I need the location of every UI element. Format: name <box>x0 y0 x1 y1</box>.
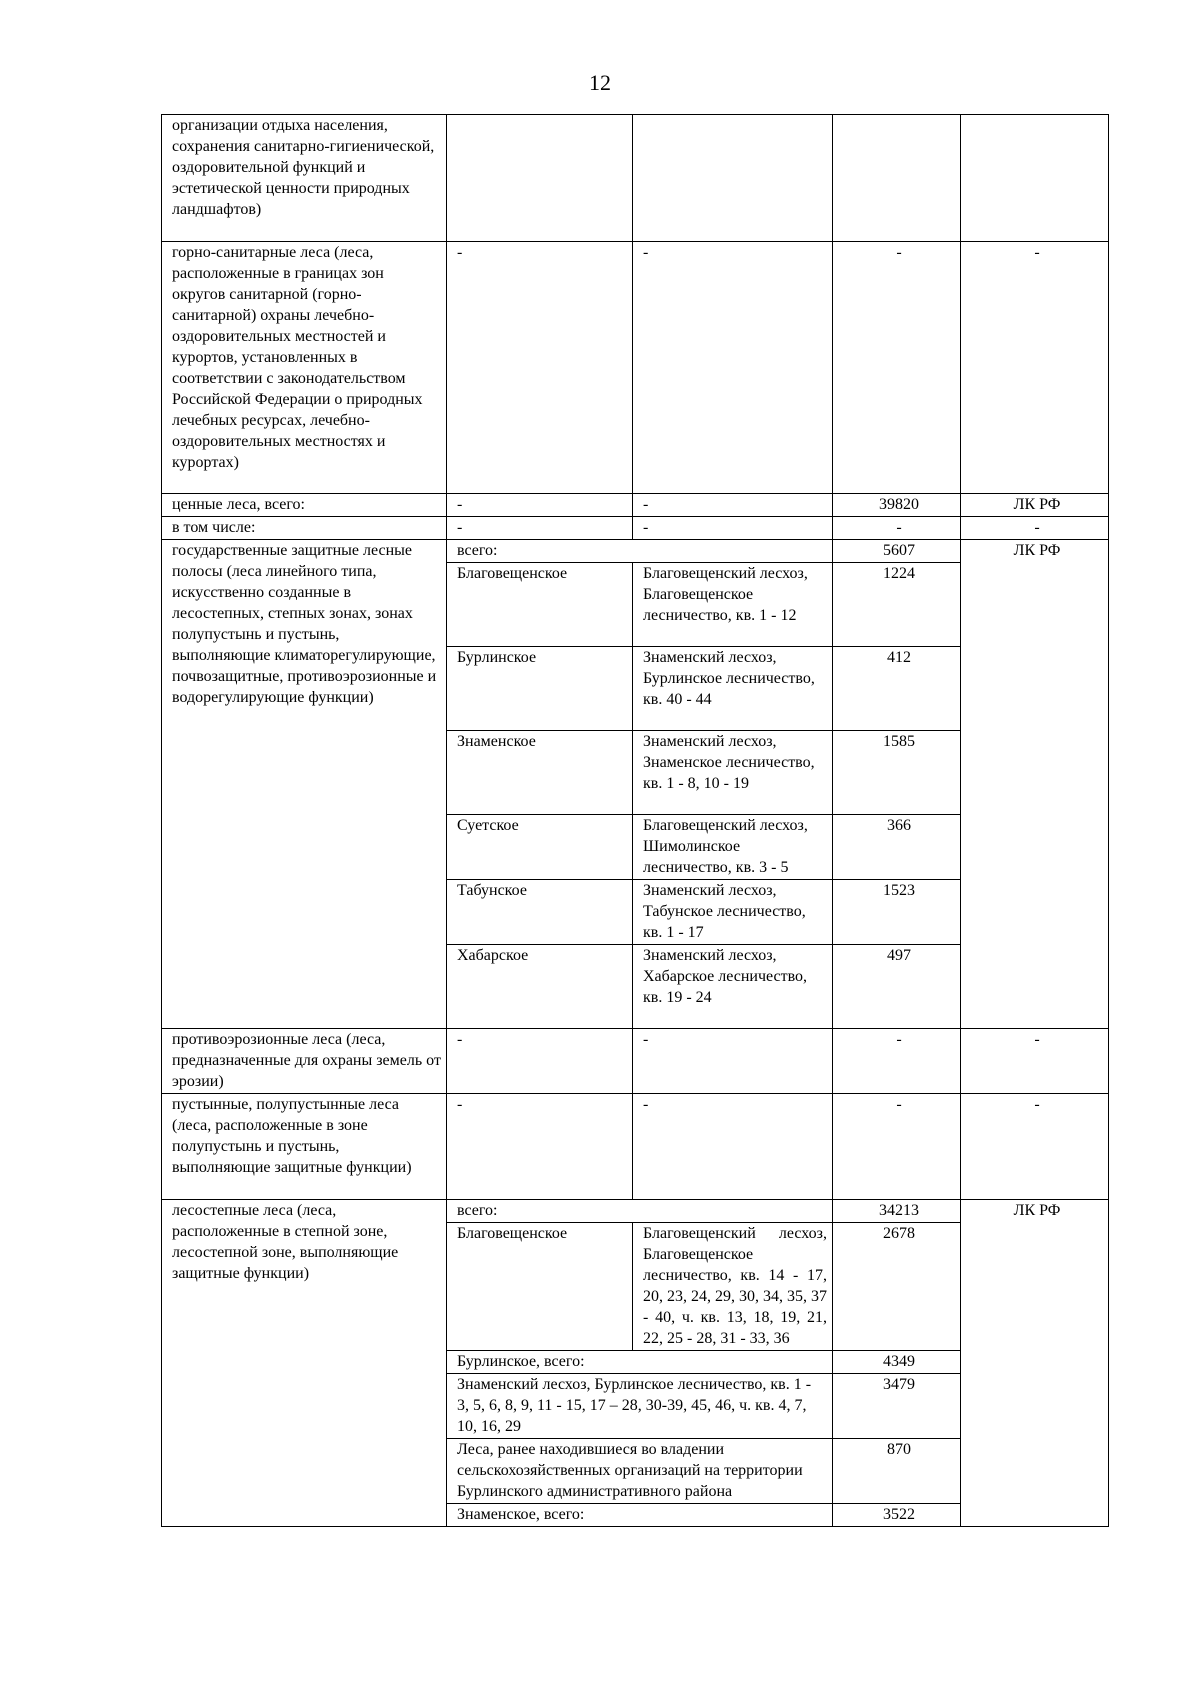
location-cell: Знаменский лесхоз, Хабарское лесничество, кв. 19 - 24 <box>633 945 833 1029</box>
area-cell: - <box>833 1029 961 1094</box>
area-cell: 3522 <box>833 1504 961 1527</box>
category-cell: горно-санитарные леса (леса, расположенные в границах зон округов санитарной (горно-санитарной) охраны лечебно-оздоровительных местностей и курортов, установленных в соответствии с законодательством Российской Федерации о природных лечебных ресурсах, лечебно-оздоровительных местностях и курортах) <box>162 242 447 494</box>
empty-cell <box>633 115 833 242</box>
forest-table <box>161 114 1109 1527</box>
district-cell: - <box>447 1029 633 1094</box>
basis-cell: ЛК РФ <box>961 1200 1109 1527</box>
page-number: 12 <box>589 70 611 95</box>
location-cell: - <box>633 494 833 517</box>
table-row <box>162 115 1109 242</box>
area-cell: 3479 <box>833 1374 961 1439</box>
location-cell: Знаменский лесхоз, Бурлинское лесничество, кв. 40 - 44 <box>633 647 833 731</box>
area-cell: - <box>833 1094 961 1200</box>
location-cell: Благовещенский лесхоз, Благовещенское лесничество, кв. 1 - 12 <box>633 563 833 647</box>
area-cell: 412 <box>833 647 961 731</box>
district-cell: - <box>447 1094 633 1200</box>
category-cell: пустынные, полупустынные леса (леса, расположенные в зоне полупустынь и пустынь, выполняющие защитные функции) <box>162 1094 447 1200</box>
district-cell: Знаменское <box>447 731 633 815</box>
area-cell: 4349 <box>833 1351 961 1374</box>
table-row <box>162 242 1109 494</box>
area-cell: 1585 <box>833 731 961 815</box>
area-cell: - <box>833 242 961 494</box>
subtotal-label-cell: Бурлинское, всего: <box>447 1351 833 1374</box>
area-cell: 870 <box>833 1439 961 1504</box>
district-cell: Благовещенское <box>447 1223 633 1351</box>
location-cell: Леса, ранее находившиеся во владении сельскохозяйственных организаций на территории Бурлинского административного района <box>447 1439 833 1504</box>
basis-cell: - <box>961 1094 1109 1200</box>
table-row <box>162 1029 1109 1094</box>
location-cell: - <box>633 517 833 540</box>
district-cell: Суетское <box>447 815 633 880</box>
area-total-cell: 5607 <box>833 540 961 563</box>
total-label-cell: всего: <box>447 1200 833 1223</box>
area-cell: 1224 <box>833 563 961 647</box>
location-cell: Благовещенский лесхоз, Шимолинское лесничество, кв. 3 - 5 <box>633 815 833 880</box>
empty-cell <box>833 115 961 242</box>
location-cell: - <box>633 1094 833 1200</box>
category-cell: организации отдыха населения, сохранения санитарно-гигиенической, оздоровительной функций и эстетической ценности природных ландшафтов) <box>162 115 447 242</box>
table-row <box>162 494 1109 517</box>
empty-cell <box>961 115 1109 242</box>
area-cell: 2678 <box>833 1223 961 1351</box>
district-cell: - <box>447 517 633 540</box>
district-cell: - <box>447 242 633 494</box>
location-cell: - <box>633 242 833 494</box>
area-cell: 39820 <box>833 494 961 517</box>
basis-cell: - <box>961 517 1109 540</box>
category-cell: противоэрозионные леса (леса, предназначенные для охраны земель от эрозии) <box>162 1029 447 1094</box>
area-cell: 366 <box>833 815 961 880</box>
table-row <box>162 1094 1109 1200</box>
district-cell: - <box>447 494 633 517</box>
category-cell: ценные леса, всего: <box>162 494 447 517</box>
location-cell: Знаменский лесхоз, Бурлинское лесничество, кв. 1 - 3, 5, 6, 8, 9, 11 - 15, 17 – 28, 30-39, 45, 46, ч. кв. 4, 7, 10, 16, 29 <box>447 1374 833 1439</box>
total-label-cell: всего: <box>447 540 833 563</box>
category-cell: в том числе: <box>162 517 447 540</box>
district-cell: Благовещенское <box>447 563 633 647</box>
location-cell: Знаменский лесхоз, Знаменское лесничество, кв. 1 - 8, 10 - 19 <box>633 731 833 815</box>
location-cell: Благовещенский лесхоз, Благовещенское лесничество, кв. 14 - 17, 20, 23, 24, 29, 30, 34, 35, 37 - 40, ч. кв. 13, 18, 19, 21, 22, 25 - 28, 31 - 33, 36 <box>633 1223 833 1351</box>
area-cell: 1523 <box>833 880 961 945</box>
subtotal-label-cell: Знаменское, всего: <box>447 1504 833 1527</box>
location-cell: Знаменский лесхоз, Табунское лесничество, кв. 1 - 17 <box>633 880 833 945</box>
basis-cell: ЛК РФ <box>961 540 1109 1029</box>
basis-cell: - <box>961 1029 1109 1094</box>
table-row <box>162 517 1109 540</box>
area-cell: 497 <box>833 945 961 1029</box>
district-cell: Хабарское <box>447 945 633 1029</box>
area-total-cell: 34213 <box>833 1200 961 1223</box>
basis-cell: - <box>961 242 1109 494</box>
area-cell: - <box>833 517 961 540</box>
category-cell: государственные защитные лесные полосы (леса линейного типа, искусственно созданные в лесостепных, степных зонах, зонах полупустынь и пустынь, выполняющие климаторегулирующие, почвозащитные, противоэрозионные и водорегулирующие функции) <box>162 540 447 1029</box>
table-row <box>162 540 1109 563</box>
category-cell: лесостепные леса (леса, расположенные в степной зоне, лесостепной зоне, выполняющие защитные функции) <box>162 1200 447 1527</box>
location-cell: - <box>633 1029 833 1094</box>
district-cell: Табунское <box>447 880 633 945</box>
district-cell: Бурлинское <box>447 647 633 731</box>
table-row <box>162 1200 1109 1223</box>
basis-cell: ЛК РФ <box>961 494 1109 517</box>
empty-cell <box>447 115 633 242</box>
